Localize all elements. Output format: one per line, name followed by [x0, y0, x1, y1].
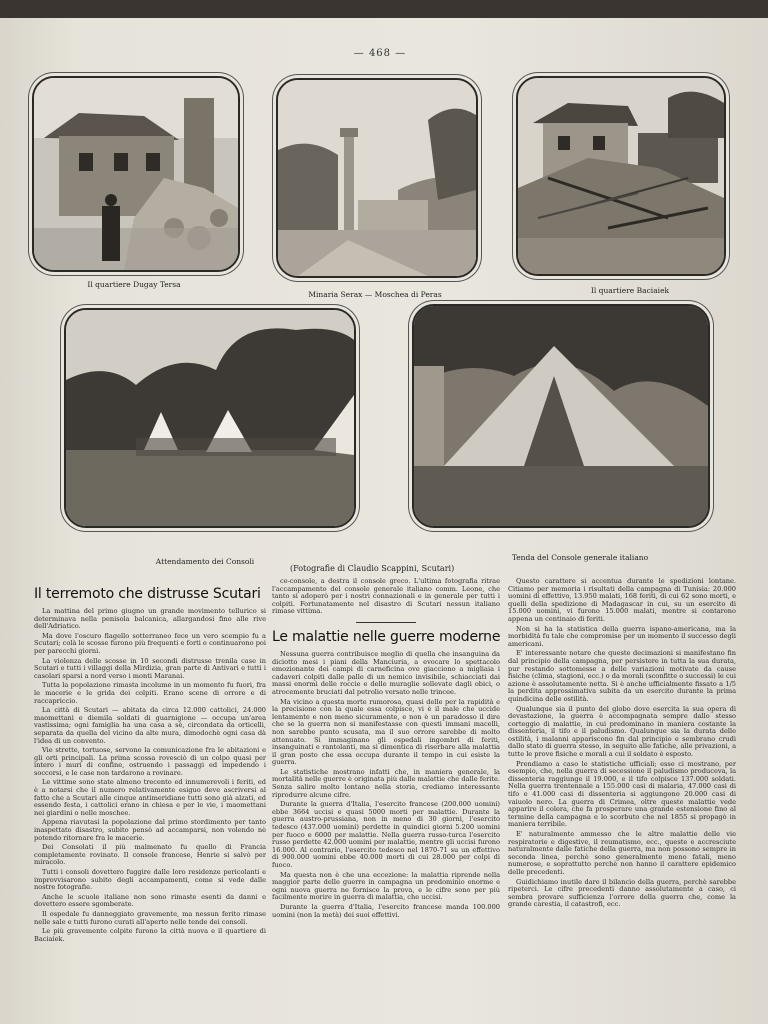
- article-paragraph: La mattina del primo giugno un grande movimento tellurico si determinava nella penisola balcanica, allargandosi fino alle rive dell'Adriatico.: [34, 607, 266, 631]
- article-paragraph: La violenza delle scosse in 10 secondi distrusse trenila case in Scutari e tutti i villaggi della Mirdizia, gran parte di Antivari e tutti i casolari sparsi a nord verso i monti Maranai.: [34, 656, 266, 680]
- article-paragraph: Guidichiamo inutile dare il bilancio della guerra, perchè sarebbe ripeterci. Le cifre precedenti danno assolutamente a caso, ci sembra provare sufficienza l'orrore della guerra che, come la grande carestia, il catastrofi, ecc.: [508, 877, 736, 909]
- article-paragraph: Ma dove l'oscuro flagello sotterraneo fece un vero scempio fu a Scutari; colà le scosse furono più frequenti e forti e continuarono poi per parecchi giorni.: [34, 631, 266, 655]
- article-paragraph: Vie strette, tortuose, servono la comunicazione fra le abitazioni e gli orti principali. La prima scossa rovesciò di un colpo quasi per intero i muri di confine, ostruendo i passaggi ed impedendo i soccorsi, e le case non tardarono a rovinare.: [34, 746, 266, 777]
- article-paragraph: E' interessante notare che queste decimazioni si manifestano fin dal principio della campagna, per persistere in tutta la sua durata, pur restando sottomesse a delle variazioni motivate da cause fisiche (clima, stagioni, ecc.) o da morali (sconfitte o successi) le cui azione è assolutamente netta. Si è anche ufficialmente fissato a 1/5 la perdita approssimativa subita da un esercito durante la prima quindicina delle ostilità.: [508, 649, 736, 703]
- photo-caption: Il quartiere Baciaiek: [590, 286, 670, 295]
- photo-credit: (Fotografie di Claudio Scappini, Scutari): [290, 564, 455, 573]
- divider: [356, 622, 416, 623]
- photo-tenda-console: [412, 304, 710, 528]
- article-column-middle: [272, 578, 500, 921]
- article-paragraph: Le statistiche mostrano infatti che, in maniera generale, la mortalità nelle guerre è originata più dalle malattie che dalle ferite. Senza salire molto lontano nella storia, crediamo interessante riprodurre alcune cifre.: [272, 767, 500, 799]
- article-paragraph: Ma questa non è che una eccezione: la malattia riprende nella maggior parte delle guerre in campagna un predominio enorme e ogni nuova guerra ne fornisce la prova, e le cifre sono per più facilmente morire in guerra di malattia, che uccisi.: [272, 870, 500, 902]
- article-paragraph: E' naturalmente ammesso che le altre malattie delle vie respiratorie e digestive, il reumatismo, ecc., queste e accresciute naturalmente dalle fatiche della guerra, ma non possono sempre in seconda linea, perchè sono generalmente meno fatali, meno numerose, e soprattutto perchè non hanno il carattere epidemico delle precedenti.: [508, 830, 736, 876]
- article-paragraph: ce-console, a destra il console greco. L'ultima fotografia ritrae l'accampamento del console generale italiano comm. Leone, che tanto si adoperò per i nostri connazionali e in generale per tutti i colpiti. Fortunatamente nel disastro di Scutari nessun italiano rimase vittima.: [272, 577, 500, 616]
- photo-minaria-serax: [276, 78, 478, 278]
- photo-attendamento-consoli-image: [66, 310, 354, 526]
- photo-baciaiek: [516, 76, 726, 276]
- photo-caption: Tenda del Console generale italiano: [511, 553, 649, 562]
- photo-tenda-console-image: [414, 306, 708, 526]
- article-column-right: [508, 578, 736, 911]
- article-title: Le malattie nelle guerre moderne: [272, 628, 501, 645]
- article-paragraph: La città di Scutari — abitata da circa 12.000 cattolici, 24.000 maomettani e diemila soldati di guarnigione — occupa un'area vastissima; ogni famiglia ha una casa a sè, circondata da orticelli, separata da quella del vicino da alte mura, dimodochè ogni casa dà l'idea di un convento.: [34, 706, 266, 745]
- article-paragraph: Tutti i consoli dovettero fuggire dalle loro residenze pericolanti e improvvisarono subito degli accampamenti, come si vede dalle nostre fotografie.: [34, 868, 266, 892]
- article-paragraph: Ma vicino a questa morte rumorosa, quasi delle per la rapidità e la precisione con la quale essa colpisce, vi è il male che uccide lentamente e non meno sicuramente, e non è un paradosso il dire che se la guerra non si manifestasse con questi immani macelli, non sarebbe punto scusata, ma il suo orrore sarebbe di molto attenuato. Si immaginano gli ospedali ingombri di feriti, insanguinati e rantolanti, ma si dimentica di riserbare alla malattia il gran posto che essa occupa durante il tempo in cui esiste la guerra.: [272, 697, 500, 767]
- article-column-left: [34, 586, 266, 945]
- article-paragraph: Appena riavutasi la popolazione dal primo stordimento per tanto inaspettato disastro, subito pensò ad accamparsi, non volendo nè potendo ritornare fra le macerie.: [34, 818, 266, 842]
- photo-caption: Attendamento dei Consoli: [155, 557, 255, 566]
- article-paragraph: Le più gravemente colpite furono la città nuova e il quartiere di Baciaiek.: [34, 927, 266, 943]
- photo-caption: Il quartiere Dugay Tersa: [87, 280, 181, 289]
- magazine-page: [0, 18, 768, 1024]
- article-paragraph: Il ospedale fu danneggiato gravemente, ma nessun ferito rimase nelle sale e tutti furono curati all'aperto nelle tende dei consoli.: [34, 909, 266, 926]
- photo-dugay-tersa: [32, 76, 240, 272]
- article-paragraph: Qualunque sia il punto del globo dove esercita la sua opera di devastazione, la guerra è accompagnata sempre dallo stesso corteggio di malattie, in cui predominano in maniera costante la dissenteria, il tifo e il paludismo. Qualunque sia la durata delle ostilità, i malanni appariscono fin dal principio e sembrano crudi dallo stato di guerra stesso, in seguito alle fatiche, alle privazioni, a tutte le prove fisiche e morali a cui il soldato è esposto.: [508, 704, 736, 759]
- photo-attendamento-consoli: [64, 308, 356, 528]
- article-paragraph: Nessuna guerra contribuisce meglio di quella che insanguina da diciotto mesi i piani della Manciuria, a evocare lo spettacolo emozionante dei campi di carneficina ove giacciono a migliaia i cadaveri colpiti dalle palle di un nemico invisibile, schiacciati dai massi enormi delle roccie e delle muraglie sollevate dagli obici, o atrocemente bruciati dal petrolio versato nelle trincee.: [272, 649, 500, 696]
- article-paragraph: Non si ha la statistica della guerra ispano-americana, ma la morbidità fu tale che compromise per un momento il successo degli americani.: [508, 624, 736, 648]
- article-paragraph: Prendiamo a caso le statistiche ufficiali; esse ci mostrano, per esempio, che, nella guerra di secessione il paludismo produceva, la dissenteria raggiunge il 19.000, e il tifo colpisce 137.000 soldati. Nella guerra trentennale a 155.000 casi di malaria, 47.000 casi di tifo e 41.000 casi di dissenteria si aggiungono 20.000 casi di vaiuolo nero. La guerra di Crimea, oltre queste malattie vede apparire il colera, che fa prosperare una grande estensione fino al termine della campagna e lo scorbuto che nel 1855 si propagò in maniera terribile.: [508, 759, 736, 829]
- article-paragraph: Anche le scuole italiane non sono rimaste esenti da danni e dovettero essere sgomberate.: [34, 892, 266, 909]
- photo-minaria-serax-image: [278, 80, 476, 276]
- article-title: Il terremoto che distrusse Scutari: [34, 586, 261, 602]
- article-paragraph: Le vittime sono state almeno trecento ed innumerevoli i feriti, ed è a notarsi che il numero relativamente esiguo deve ascriversi al fatto che a Scutari alle cinque antimeridiane tutti sono già alzati, ed essendo festa, i cattolici erano in chiesa e per le vie, i maomettani nei giardini o nelle moschee.: [34, 778, 266, 817]
- photo-caption: Minaria Serax — Moschea di Peras: [308, 290, 442, 299]
- photo-dugay-tersa-image: [34, 78, 238, 270]
- photo-baciaiek-image: [518, 78, 724, 274]
- article-paragraph: Durante la guerra d'Italia, l'esercito francese manda 100.000 uomini (non la metà) dei suoi effettivi.: [272, 902, 500, 919]
- page-number: — 468 —: [353, 48, 407, 59]
- article-paragraph: Tutta la popolazione rimasta incolume in un momento fu fuori, fra le macerie e le grida dei colpiti. Erano scene di orrore e di raccapriccio.: [34, 681, 266, 705]
- article-paragraph: Dei Consolati il più malmenato fu quello di Francia completamente rovinato. Il console francese, Henrie si salvò per miracolo.: [34, 843, 266, 867]
- article-paragraph: Questo carattere si accentua durante le spedizioni lontane. Citiamo per memoria i risultati della campagna di Tunisia: 20.000 uomini di effettivo, 13.950 malati, 168 feriti, di cui 62 sono morti, e quelli della spedizione di Madagascar in cui, su un esercito di 15.000 uomini, vi furono 15.000 malati, mentre si contarono appena un centinaio di feriti.: [508, 577, 736, 623]
- article-paragraph: Durante la guerra d'Italia, l'esercito francese (200.000 uomini) ebbe 3664 uccisi e quasi 5000 morti per malattie. Durante la guerra austro-prussiana, non in meno di 30 giorni, l'esercito tedesco (437.000 uomini) perdette in quindici giorni 5.200 uomini per fuoco e 6000 per malattie. Nella guerra russo-turca l'esercito russo perdette 42.000 uomini per malattie, mentre gli uccisi furono 16.000. Al contrario, l'esercito tedesco nel 1870-71 su un effettivo di 900.000 uomini ebbe 40.000 morti di cui 28.000 per colpi di fuoco.: [272, 800, 500, 869]
